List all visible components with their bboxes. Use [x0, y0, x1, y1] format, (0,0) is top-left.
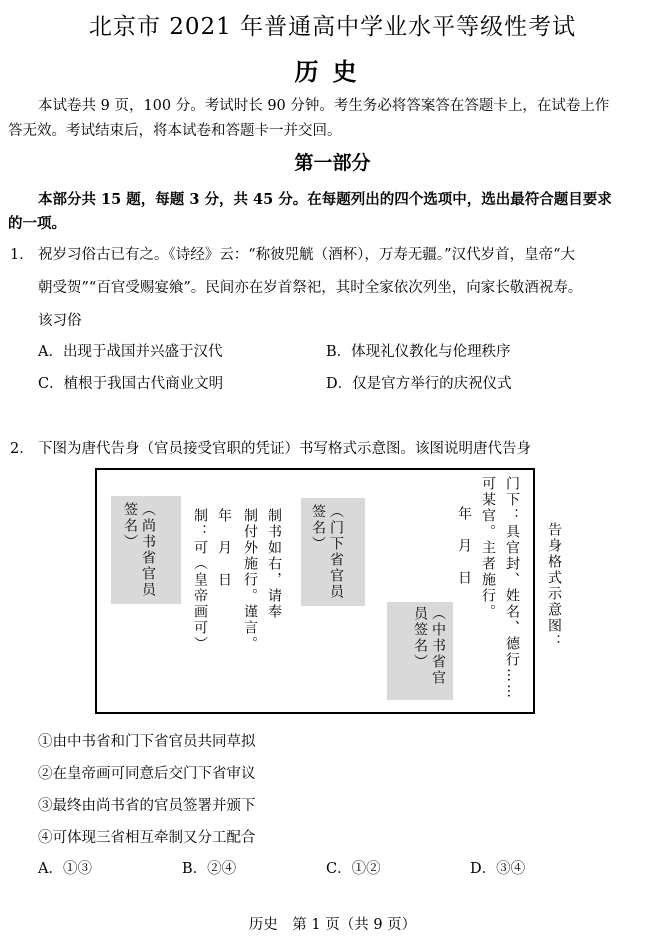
q1-number: 1．: [10, 247, 34, 263]
shangshu-signature-text: （尚书省官员签名）: [122, 502, 156, 598]
q1-stem-2: 朝受贺”“百官受赐宴飨”。民间亦在岁首祭祀，其时全家依次列坐，向家长敬酒祝寿。: [38, 280, 583, 296]
q1-option-a: A．出现于战国并兴盛于汉代: [38, 344, 223, 360]
q2-number: 2．: [10, 441, 34, 457]
gaoshen-format-diagram: [95, 468, 535, 714]
q2-statement-2: ②在皇帝画可同意后交门下省审议: [38, 766, 256, 782]
diagram-emperor-col: 制：可（皇帝画可）: [192, 508, 208, 652]
q2-option-a: A．①③: [38, 861, 92, 877]
part-one-title: 第一部分: [294, 152, 371, 174]
q1-stem-3: 该习俗: [38, 313, 82, 329]
q2-statement-1: ①由中书省和门下省官员共同草拟: [38, 734, 256, 750]
shangshu-signature-box: [111, 496, 181, 604]
menxia-signature-box: [301, 498, 365, 606]
diagram-zhi-col-1: 制书如右，请奉: [266, 508, 282, 620]
diagram-menxia-col-2: 可某官。主者施行。: [480, 476, 496, 620]
page-footer: 历史 第 1 页（共 9 页）: [248, 917, 417, 933]
exam-title: 北京市 2021 年普通高中学业水平等级性考试: [88, 14, 577, 40]
diagram-menxia-date: 年 月 日: [456, 506, 472, 586]
q1-option-c: C．植根于我国古代商业文明: [38, 376, 224, 392]
q1-option-b: B．体现礼仪教化与伦理秩序: [326, 344, 511, 360]
q1-option-d: D．仅是官方举行的庆祝仪式: [326, 376, 512, 392]
q2-statement-4: ④可体现三省相互牵制又分工配合: [38, 830, 256, 846]
instructions-line-2: 答无效。考试结束后，将本试卷和答题卡一并交回。: [8, 123, 342, 139]
q1-stem-1: 祝岁习俗古已有之。《诗经》云：“称彼兕觥（酒杯），万寿无疆。”汉代岁首，皇帝“大: [38, 247, 575, 263]
part-one-desc-1: 本部分共 15 题，每题 3 分，共 45 分。在每题列出的四个选项中，选出最符合题目要求: [38, 191, 612, 208]
subject-title: 历史: [294, 57, 371, 86]
instructions-line-1: 本试卷共 9 页，100 分。考试时长 90 分钟。考生务必将答案答在答题卡上，在试卷上作: [38, 98, 610, 114]
q2-option-c: C．①②: [326, 861, 381, 877]
q2-option-d: D．③④: [470, 861, 526, 877]
menxia-signature-text: （门下省官员签名）: [310, 504, 344, 600]
zhongshu-signature-box: [387, 602, 453, 700]
zhongshu-signature-text: （中书省官员签名）: [412, 606, 446, 686]
part-one-desc-2: 的一项。: [8, 215, 66, 232]
diagram-caption: 告身格式示意图：: [546, 522, 562, 650]
diagram-zhi-col-2: 制付外施行。谨言。: [242, 508, 258, 652]
q2-option-b: B．②④: [182, 861, 237, 877]
q2-stem: 下图为唐代告身（官员接受官职的凭证）书写格式示意图。该图说明唐代告身: [38, 441, 531, 457]
q2-statement-3: ③最终由尚书省的官员签署并颁下: [38, 798, 256, 814]
diagram-menxia-col-1: 门下：具官封、姓名、德行……: [504, 476, 520, 700]
diagram-date-col: 年 月 日: [216, 508, 232, 588]
